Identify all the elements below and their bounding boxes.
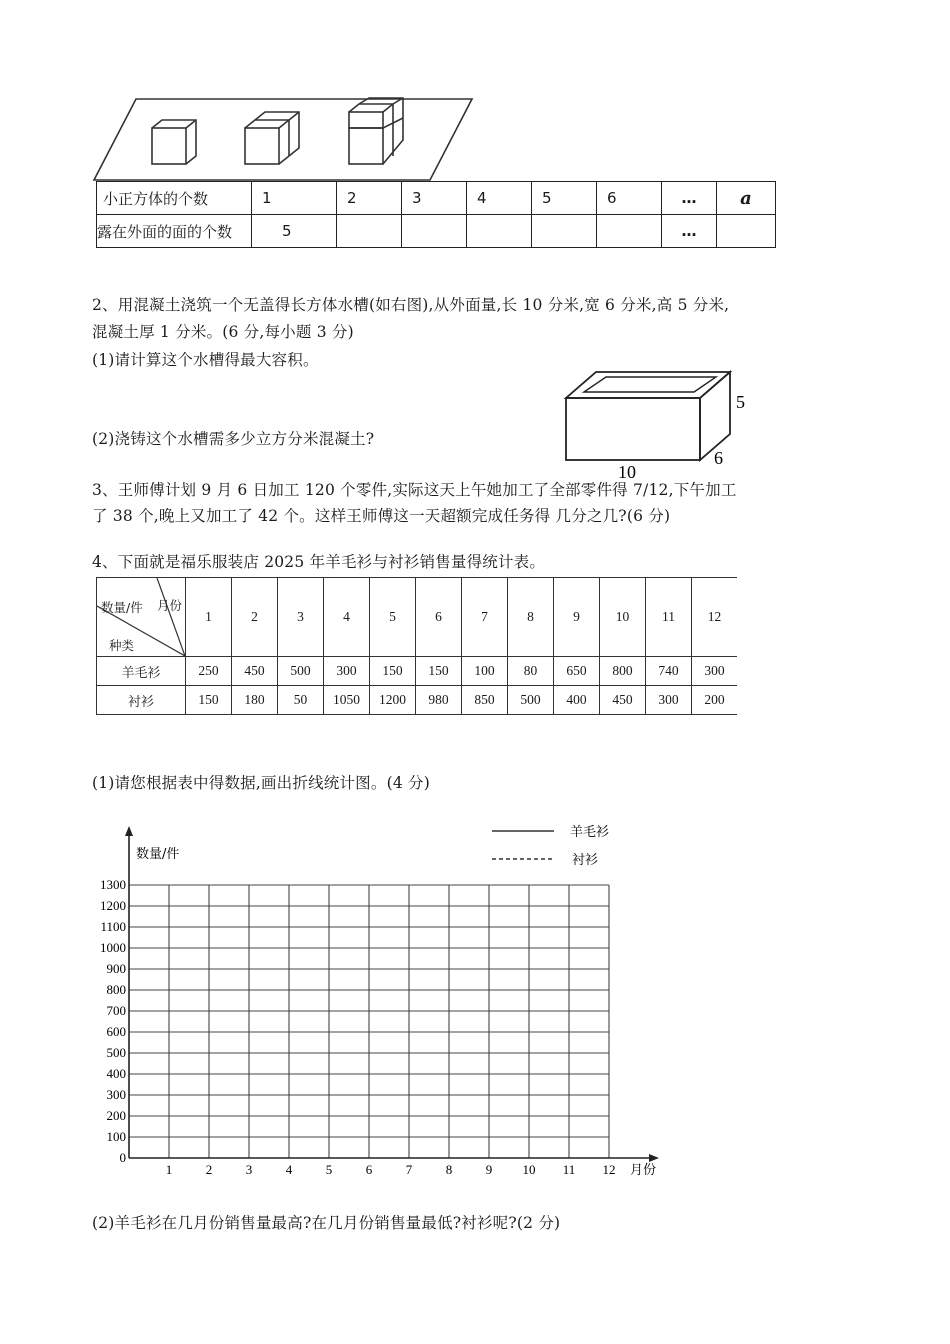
month-header: 6 [416,578,462,657]
blank-line-chart[interactable] [90,822,670,1192]
y-tick-label: 600 [106,1024,126,1039]
y-tick-label: 500 [106,1045,126,1060]
cell: 500 [508,686,554,715]
q2-sub1: (1)请计算这个水槽得最大容积。 [92,351,319,369]
cell: 1200 [370,686,416,715]
month-header: 5 [370,578,416,657]
tank-front [566,398,700,460]
cell: 650 [554,657,600,686]
q3-line2: 了 38 个,晚上又加工了 42 个。这样王师傅这一天超额完成任务得 几分之几?(6 分) [92,507,671,525]
table-plane [94,99,472,180]
cell: 150 [186,686,232,715]
cube-face-table [96,181,776,248]
cell: 1050 [324,686,370,715]
sales-table [96,577,737,715]
cell: 300 [646,686,692,715]
chart-axes [125,826,659,1162]
month-header: 11 [646,578,692,657]
y-tick-label: 100 [106,1129,126,1144]
cell: 450 [600,686,646,715]
month-header: 4 [324,578,370,657]
y-axis-label: 数量/件 [136,847,180,862]
q4-title: 4、下面就是福乐服装店 2025 年羊毛衫与衬衫销售量得统计表。 [92,553,546,571]
cell: 6 [597,182,662,215]
tank-inner-rim [584,377,716,392]
cell: 5 [532,182,597,215]
shirt-row [97,686,738,715]
month-header: 3 [278,578,324,657]
q2-line1: 2、用混凝土浇筑一个无盖得长方体水槽(如右图),从外面量,长 10 分米,宽 6 分米,高 5 分米, [92,296,730,314]
y-tick-label: 200 [106,1108,126,1123]
legend-wool-label: 羊毛衫 [570,825,610,840]
cell: 2 [337,182,402,215]
x-tick-label: 6 [365,1162,373,1177]
cell: 100 [462,657,508,686]
y-tick-label: 0 [119,1150,126,1165]
x-tick-label: 3 [245,1162,253,1177]
answer-cell[interactable] [597,215,662,248]
legend [492,825,609,868]
length-label: 10 [618,462,636,482]
x-tick-label: 12 [602,1162,616,1177]
variable-cell: a [717,182,776,215]
width-label: 6 [714,448,723,468]
cell: 300 [692,657,738,686]
cell: 80 [508,657,554,686]
legend-shirt-label: 衬衫 [572,853,599,868]
q2-sub2: (2)浇铸这个水槽需多少立方分米混凝土? [92,430,375,448]
cell: 740 [646,657,692,686]
cell: 800 [600,657,646,686]
cell: 850 [462,686,508,715]
cell: 300 [324,657,370,686]
x-tick-label: 11 [562,1162,576,1177]
answer-cell[interactable] [337,215,402,248]
row-label: 衬衫 [97,686,186,715]
cell: 450 [232,657,278,686]
month-header-row [97,578,738,657]
y-tick-label: 1200 [100,898,126,913]
cell: 180 [232,686,278,715]
x-tick-label: 4 [285,1162,293,1177]
month-header: 8 [508,578,554,657]
three-cubes [349,98,403,164]
month-header: 2 [232,578,278,657]
answer-cell[interactable] [402,215,467,248]
cell: 150 [416,657,462,686]
height-label: 5 [736,392,745,412]
exposed-face-row [97,215,776,248]
wool-sweater-row [97,657,738,686]
answer-cell[interactable] [467,215,532,248]
cell: 980 [416,686,462,715]
y-tick-label: 700 [106,1003,126,1018]
answer-cell[interactable] [532,215,597,248]
month-header: 1 [186,578,232,657]
two-cubes [245,112,299,164]
y-tick-label: 1100 [100,919,126,934]
cell: 50 [278,686,324,715]
cell: 500 [278,657,324,686]
month-header: 7 [462,578,508,657]
cell: 4 [467,182,532,215]
row-label: 羊毛衫 [97,657,186,686]
y-tick-label: 1300 [100,877,126,892]
x-tick-label: 10 [522,1162,536,1177]
row-label: 露在外面的面的个数 [97,215,252,248]
ellipsis-cell: … [662,215,717,248]
y-tick-labels [100,877,126,1165]
month-header: 12 [692,578,738,657]
cell: 3 [402,182,467,215]
x-tick-label: 8 [445,1162,453,1177]
x-axis-label: 月份 [630,1163,657,1178]
x-tick-label: 5 [325,1162,333,1177]
x-tick-label: 1 [165,1162,173,1177]
chart-grid [129,885,609,1158]
y-axis-arrow [125,826,133,836]
ellipsis-cell: … [662,182,717,215]
q2-line2: 混凝土厚 1 分米。(6 分,每小题 3 分) [92,323,354,341]
cube-stacking-figure [92,96,482,182]
month-header: 10 [600,578,646,657]
x-tick-label: 2 [205,1162,213,1177]
y-tick-label: 800 [106,982,126,997]
corner-qty: 数量/件 [101,600,143,615]
cube-count-row [97,182,776,215]
cell: 250 [186,657,232,686]
y-tick-label: 300 [106,1087,126,1102]
row-label: 小正方体的个数 [97,182,252,215]
x-axis-arrow [649,1154,659,1162]
cell: 400 [554,686,600,715]
x-tick-label: 7 [405,1162,413,1177]
corner-kind: 种类 [109,638,135,653]
month-header: 9 [554,578,600,657]
q4-sub1: (1)请您根据表中得数据,画出折线统计图。(4 分) [92,774,430,792]
cell: 5 [252,215,337,248]
y-tick-label: 400 [106,1066,126,1081]
water-tank-figure [560,368,790,483]
cell: 200 [692,686,738,715]
q4-sub2: (2)羊毛衫在几月份销售量最高?在几月份销售量最低?衬衫呢?(2 分) [92,1214,561,1232]
cell: 1 [252,182,337,215]
x-tick-labels [166,1162,616,1177]
corner-month: 月份 [157,598,183,613]
corner-cell [97,578,186,657]
x-tick-label: 9 [485,1162,493,1177]
y-tick-label: 1000 [100,940,126,955]
q3-line1: 3、王师傅计划 9 月 6 日加工 120 个零件,实际这天上午她加工了全部零件得 7/12,下午加工 [92,481,737,499]
one-cube [152,120,196,164]
cell: 150 [370,657,416,686]
answer-cell[interactable] [717,215,776,248]
y-tick-label: 900 [106,961,126,976]
